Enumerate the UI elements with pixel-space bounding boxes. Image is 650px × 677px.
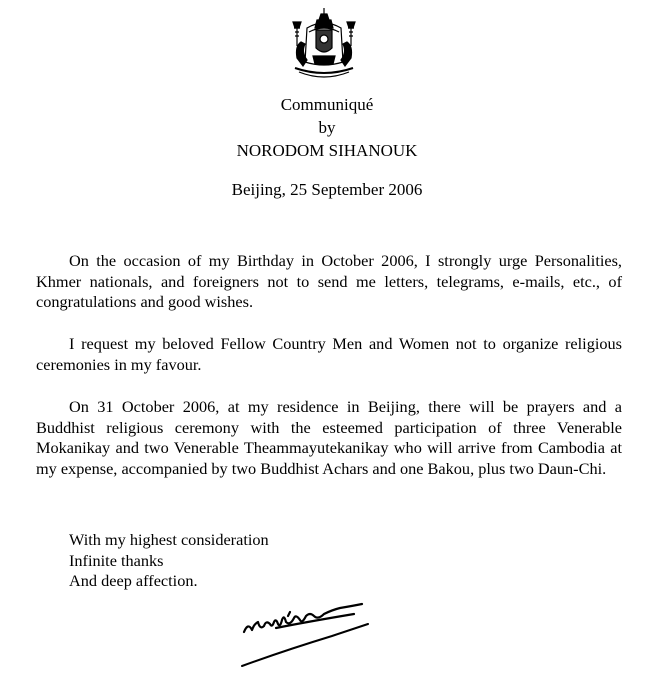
byline-by: by (318, 118, 336, 137)
closing-line-affection: And deep affection. (69, 571, 198, 590)
communique-title: Communiqué (280, 95, 374, 114)
closing-block (69, 530, 269, 592)
closing-line-thanks: Infinite thanks (69, 550, 164, 570)
closing-line-consideration: With my highest consideration (69, 530, 269, 549)
place-date: Beijing, 25 September 2006 (231, 180, 423, 199)
royal-coat-of-arms-icon (283, 6, 365, 82)
paragraph-birthday: On the occasion of my Birthday in October 2006, I strongly urge Personalities, Khmer nationals, and foreigners not to send me letters, telegrams, e-mails, etc., of congratulations and good wishes. (36, 251, 622, 312)
paragraph-ceremonies: I request my beloved Fellow Country Men and Women not to organize religious ceremonies in my favour. (36, 334, 622, 374)
author-name: NORODOM SIHANOUK (236, 141, 418, 160)
paragraph-prayers: On 31 October 2006, at my residence in Beijing, there will be prayers and a Buddhist religious ceremony with the esteemed participation of three Venerable Mokanikay and two Venerable Theammayutekanikay who will arrive from Cambodia at my expense, accompanied by two Buddhist Achars and one Bakou, plus two Daun-Chi. (36, 397, 622, 478)
signature (236, 600, 372, 672)
